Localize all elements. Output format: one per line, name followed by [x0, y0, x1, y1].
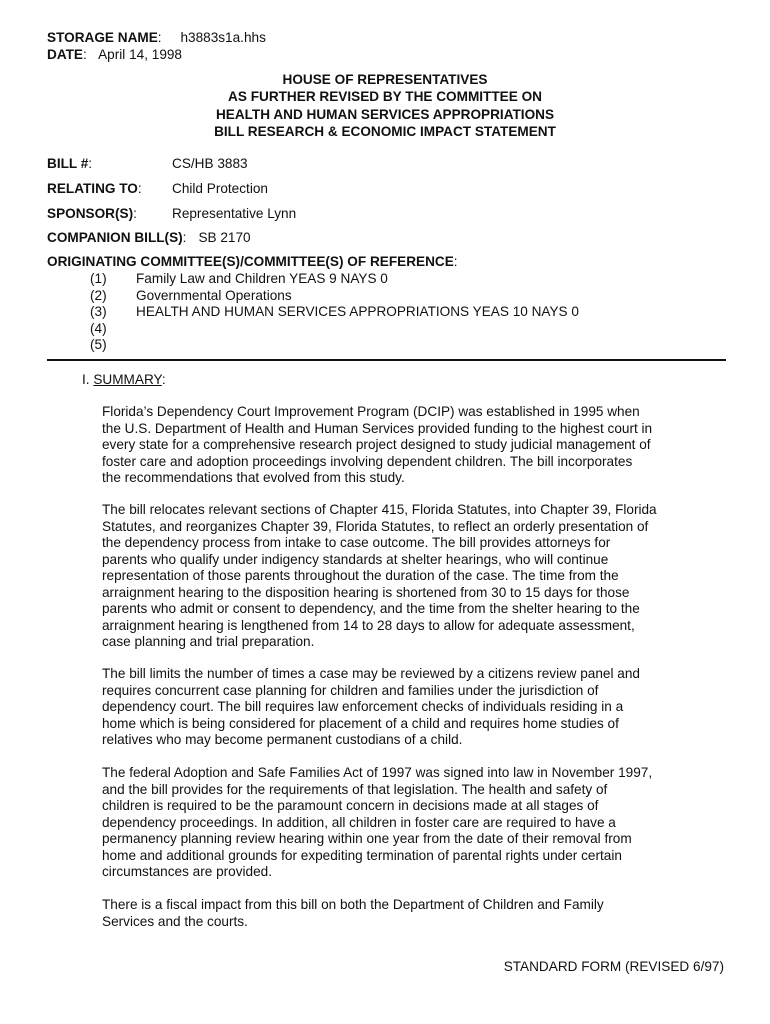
section-divider — [47, 359, 726, 361]
sponsor-value: Representative Lynn — [172, 206, 297, 221]
paragraph-line: parents who admit or consent to dependency, and the time from the shelter hearing to the — [102, 601, 640, 616]
summary-paragraph — [102, 404, 727, 487]
paragraph-line: home which is being considered for placement of a child and requires home studies of — [102, 715, 619, 731]
paragraph-line: relatives who may become permanent custodians of a child. — [102, 732, 463, 747]
paragraph-line: the dependency process from intake to case outcome. The bill provides attorneys for — [102, 535, 611, 550]
paragraph-line: Florida’s Dependency Court Improvement Program (DCIP) was established in 1995 when — [102, 404, 640, 419]
relating-to-label: RELATING TO — [47, 181, 138, 196]
paragraph-line: parents who qualify under indigency standards at shelter hearings, who will continue — [102, 551, 609, 567]
committee-number: (3) — [90, 304, 107, 319]
companion-bill-value: SB 2170 — [198, 230, 251, 245]
sponsor-label: SPONSOR(S) — [47, 206, 134, 221]
paragraph-line: children is required to be the paramount concern in decisions made at all stages of — [102, 798, 599, 813]
paragraph-line: arraignment hearing is lengthened from 14 to 28 days to allow for adequate assessment, — [102, 617, 635, 633]
paragraph-line: and the bill provides for the requirements of that legislation. The health and safety of — [102, 781, 608, 797]
paragraph-line: foster care and adoption proceedings involving dependent children. The bill incorporates — [102, 453, 633, 469]
paragraph-line: every state for a comprehensive research project designed to study judicial management of — [102, 437, 651, 452]
document-title — [0, 71, 770, 141]
relating-to-field: RELATING TO: Child Protection — [47, 181, 268, 196]
title-line: HOUSE OF REPRESENTATIVES — [282, 72, 488, 87]
section-numeral: I. — [82, 372, 90, 387]
bill-number-value: CS/HB 3883 — [172, 156, 248, 171]
storage-name-label: STORAGE NAME — [47, 30, 158, 45]
summary-heading: I. SUMMARY: — [82, 372, 166, 387]
relating-to-value: Child Protection — [172, 181, 268, 196]
committees-heading: ORIGINATING COMMITTEE(S)/COMMITTEE(S) OF REFERENCE: — [47, 254, 458, 269]
paragraph-line: dependency proceedings. In addition, all children in foster care are required to have a — [102, 814, 616, 830]
paragraph-line: representation of those parents throughout the duration of the case. The time from the — [102, 568, 619, 583]
companion-bill-field: COMPANION BILL(S): SB 2170 — [47, 230, 251, 245]
paragraph-line: case planning and trial preparation. — [102, 634, 315, 649]
date-value: April 14, 1998 — [98, 46, 182, 62]
paragraph-line: The federal Adoption and Safe Families Act of 1997 was signed into law in November 1997, — [102, 765, 653, 780]
committee-name: Family Law and Children YEAS 9 NAYS 0 — [136, 271, 388, 286]
paragraph-line: the recommendations that evolved from this study. — [102, 470, 405, 485]
summary-paragraph — [102, 502, 727, 651]
paragraph-line: requires concurrent case planning for children and families under the jurisdiction of — [102, 682, 599, 698]
sponsor-field: SPONSOR(S): Representative Lynn — [47, 206, 297, 221]
paragraph-line: home and additional grounds for expediting termination of parental rights under certain — [102, 847, 622, 863]
storage-name-line: STORAGE NAME: h3883s1a.hhs — [47, 30, 266, 45]
title-line: AS FURTHER REVISED BY THE COMMITTEE ON — [228, 89, 542, 105]
date-line: DATE: April 14, 1998 — [47, 46, 182, 62]
summary-paragraph — [102, 765, 727, 881]
committee-name: HEALTH AND HUMAN SERVICES APPROPRIATIONS YEAS 10 NAYS 0 — [136, 304, 579, 319]
paragraph-line: The bill limits the number of times a case may be reviewed by a citizens review panel and — [102, 666, 640, 681]
paragraph-line: permanency planning review hearing within one year from the date of their removal from — [102, 831, 632, 846]
document-header — [47, 30, 266, 63]
paragraph-line: the U.S. Department of Health and Human Services provided funding to the highest court in — [102, 420, 653, 436]
paragraph-line: The bill relocates relevant sections of Chapter 415, Florida Statutes, into Chapter 39, Florida — [102, 502, 657, 517]
committee-name: Governmental Operations — [136, 287, 292, 303]
companion-bill-label: COMPANION BILL(S) — [47, 230, 183, 245]
form-footer: STANDARD FORM (REVISED 6/97) — [503, 959, 724, 974]
summary-paragraph — [102, 666, 727, 749]
paragraph-line: arraignment hearing to the disposition hearing is shortened from 30 to 15 days for those — [102, 584, 630, 600]
title-line: HEALTH AND HUMAN SERVICES APPROPRIATIONS — [215, 106, 555, 122]
paragraph-line: There is a fiscal impact from this bill on both the Department of Children and Family — [102, 897, 604, 912]
summary-paragraph — [102, 897, 727, 930]
bill-number-field: BILL #: CS/HB 3883 — [47, 156, 248, 171]
paragraph-line: circumstances are provided. — [102, 864, 272, 879]
paragraph-line: Statutes, and reorganizes Chapter 39, Florida Statutes, to reflect an orderly presentation of — [102, 518, 649, 534]
paragraph-line: Services and the courts. — [102, 913, 248, 929]
paragraph-line: dependency court. The bill requires law enforcement checks of individuals residing in a — [102, 699, 624, 714]
committee-number: (5) — [90, 337, 107, 352]
summary-title: SUMMARY — [93, 372, 162, 387]
storage-name-value: h3883s1a.hhs — [180, 30, 266, 45]
bill-number-label: BILL # — [47, 156, 89, 171]
title-line: BILL RESEARCH & ECONOMIC IMPACT STATEMENT — [214, 124, 556, 140]
committee-number: (2) — [90, 287, 107, 303]
date-label: DATE — [47, 46, 83, 62]
committee-number: (4) — [90, 320, 107, 336]
committee-number: (1) — [90, 271, 107, 286]
committees-heading-label: ORIGINATING COMMITTEE(S)/COMMITTEE(S) OF REFERENCE — [47, 254, 454, 269]
